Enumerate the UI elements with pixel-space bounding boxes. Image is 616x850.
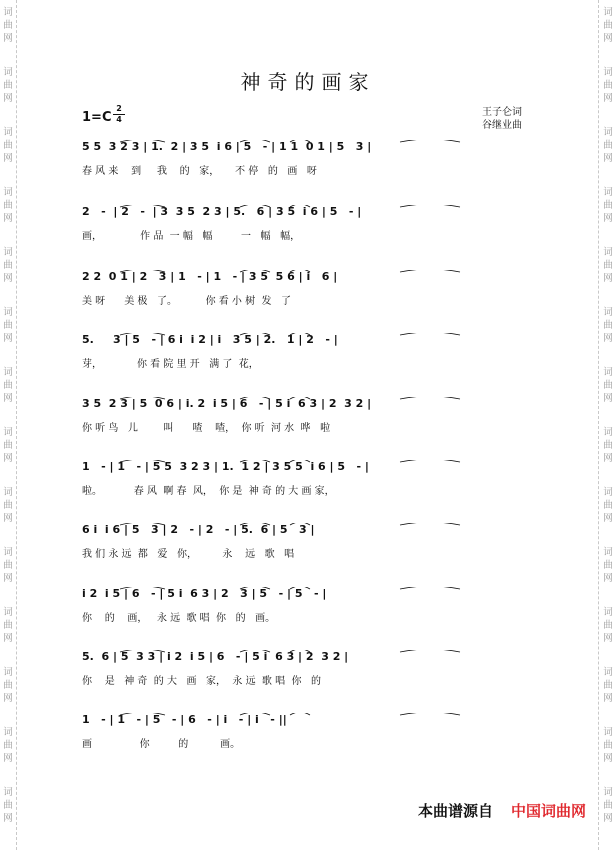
watermark-char: 网: [3, 333, 13, 344]
watermark-char: 词: [603, 727, 613, 738]
watermark-char: 曲: [3, 80, 13, 91]
watermark-char: 网: [603, 333, 613, 344]
watermark-char: 曲: [603, 140, 613, 151]
watermark-char: 曲: [603, 260, 613, 271]
watermark-char: 词: [603, 427, 613, 438]
slur-mark: [400, 523, 460, 525]
slur-mark: [400, 587, 460, 589]
lyrics-line: 芽， 你 看 院 里 开 满 了 花，: [82, 359, 259, 370]
watermark-char: 词: [3, 787, 13, 798]
slur-mark: [400, 270, 460, 272]
watermark-char: 网: [3, 453, 13, 464]
site-name-link[interactable]: 中国词曲网: [510, 802, 586, 820]
watermark-char: 词: [3, 187, 13, 198]
watermark-char: 词: [603, 307, 613, 318]
watermark-char: 网: [603, 33, 613, 44]
watermark-char: 网: [603, 273, 613, 284]
watermark-char: 网: [3, 693, 13, 704]
watermark-char: 词: [603, 787, 613, 798]
watermark-char: 词: [603, 247, 613, 258]
watermark-char: 曲: [3, 680, 13, 691]
watermark-char: 网: [603, 573, 613, 584]
song-title: 神奇的画家: [240, 70, 376, 94]
slur-mark: [400, 205, 460, 207]
watermark-char: 网: [3, 633, 13, 644]
notation-line: 5 5 3 2 3 | 1. 2 | 3 5 i 6 | 5 - | 1 1 0 1 | 5 3 |: [82, 140, 372, 153]
lyrics-line: 你 的 画， 永 远 歌 唱 你 的 画。: [82, 613, 276, 624]
watermark-char: 词: [603, 547, 613, 558]
watermark-char: 曲: [603, 20, 613, 31]
watermark-char: 词: [3, 307, 13, 318]
watermark-char: 曲: [603, 500, 613, 511]
watermark-char: 曲: [603, 560, 613, 571]
slur-mark: [400, 713, 460, 715]
watermark-char: 词: [603, 187, 613, 198]
watermark-char: 词: [603, 67, 613, 78]
watermark-char: 网: [603, 633, 613, 644]
slur-mark: [400, 333, 460, 335]
lyrics-line: 春 风 来 到 我 的 家， 不 停 的 画 呀: [82, 166, 317, 177]
source-label: 本曲谱源自: [417, 802, 493, 820]
watermark-char: 网: [3, 213, 13, 224]
watermark-char: 词: [3, 67, 13, 78]
watermark-char: 曲: [603, 620, 613, 631]
watermark-char: 网: [3, 153, 13, 164]
watermark-char: 词: [603, 667, 613, 678]
watermark-char: 曲: [3, 500, 13, 511]
watermark-char: 网: [603, 813, 613, 824]
watermark-char: 词: [3, 247, 13, 258]
watermark-char: 词: [603, 607, 613, 618]
watermark-char: 词: [603, 127, 613, 138]
watermark-char: 词: [3, 427, 13, 438]
watermark-char: 词: [3, 607, 13, 618]
lyricist-credit: 王子仑词: [482, 107, 522, 118]
lyrics-line: 你 是 神 奇 的 大 画 家， 永 远 歌 唱 你 的: [82, 676, 322, 687]
watermark-char: 曲: [603, 200, 613, 211]
watermark-char: 词: [603, 7, 613, 18]
watermark-char: 曲: [3, 740, 13, 751]
watermark-char: 网: [3, 393, 13, 404]
lyrics-line: 啦。 春 风 啊 春 风， 你 是 神 奇 的 大 画 家，: [82, 486, 335, 497]
watermark-char: 词: [603, 487, 613, 498]
watermark-char: 曲: [3, 800, 13, 811]
slur-mark: [400, 397, 460, 399]
watermark-char: 网: [3, 33, 13, 44]
watermark-char: 网: [603, 513, 613, 524]
watermark-char: 曲: [603, 440, 613, 451]
slur-mark: [400, 650, 460, 652]
notation-line: 2 - | 2 - | 3 3 5 2 3 | 5. 6 | 3 5 i 6 | 5 - |: [82, 205, 362, 218]
time-denominator: 4: [116, 115, 122, 124]
notation-line: 6 i i 6 | 5 3 | 2 - | 2 - | 5. 6 | 5 3 |: [82, 523, 315, 536]
watermark-char: 网: [3, 513, 13, 524]
slur-mark: [400, 140, 460, 142]
notation-line: 5. 3 | 5 - | 6 i i 2 | i 3 5 | 2. 1 | 2 - |: [82, 333, 338, 346]
slur-mark: [400, 460, 460, 462]
watermark-char: 曲: [603, 800, 613, 811]
watermark-char: 网: [603, 753, 613, 764]
watermark-char: 曲: [603, 380, 613, 391]
watermark-char: 曲: [603, 80, 613, 91]
lyrics-line: 你 听 鸟 儿 叫 喳 喳， 你 听 河 水 哗 啦: [82, 423, 331, 434]
watermark-char: 词: [3, 127, 13, 138]
watermark-char: 网: [3, 93, 13, 104]
lyrics-line: 我 们 永 远 都 爱 你， 永 远 歌 唱: [82, 549, 295, 560]
watermark-char: 曲: [3, 320, 13, 331]
lyrics-line: 画 你 的 画。: [82, 739, 241, 750]
watermark-char: 曲: [3, 560, 13, 571]
watermark-char: 词: [3, 727, 13, 738]
time-signature: [113, 104, 125, 125]
notation-line: 5. 6 | 5 3 3 | i 2 i 5 | 6 - | 5 i 6 3 | 2 3 2 |: [82, 650, 349, 663]
watermark-char: 网: [3, 273, 13, 284]
source-footer: [418, 800, 586, 821]
watermark-char: 网: [3, 753, 13, 764]
watermark-char: 曲: [3, 140, 13, 151]
notation-line: 2 2 0 1 | 2 3 | 1 - | 1 - | 3 5 5 6 | i 6 |: [82, 270, 338, 283]
watermark-char: 词: [3, 547, 13, 558]
key-signature: 1=C: [82, 110, 112, 125]
watermark-char: 网: [603, 453, 613, 464]
watermark-char: 网: [3, 573, 13, 584]
watermark-char: 词: [3, 7, 13, 18]
watermark-char: 网: [603, 153, 613, 164]
watermark-char: 曲: [603, 680, 613, 691]
watermark-char: 曲: [3, 440, 13, 451]
watermark-char: 词: [3, 487, 13, 498]
watermark-char: 曲: [3, 260, 13, 271]
watermark-char: 曲: [603, 320, 613, 331]
composer-credit: 谷继业曲: [482, 120, 522, 131]
watermark-char: 曲: [3, 620, 13, 631]
notation-line: 1 - | 1 - | 5 - | 6 - | i - | i - ||: [82, 713, 287, 726]
notation-line: 3 5 2 3 | 5 0 6 | i. 2 i 5 | 6 - | 5 i 6 3 | 2 3 2 |: [82, 397, 372, 410]
watermark-char: 曲: [3, 20, 13, 31]
watermark-char: 曲: [3, 200, 13, 211]
watermark-char: 网: [603, 93, 613, 104]
lyrics-line: 美 呀 美 极 了。 你 看 小 树 发 了: [82, 296, 292, 307]
watermark-char: 网: [603, 693, 613, 704]
watermark-char: 曲: [3, 380, 13, 391]
time-numerator: 2: [113, 104, 125, 115]
watermark-char: 曲: [603, 740, 613, 751]
slur-mark: [290, 713, 310, 715]
watermark-char: 网: [603, 213, 613, 224]
notation-line: 1 - | 1 - | 5 5 3 2 3 | 1. 1 2 | 3 5 5 i 6 | 5 - |: [82, 460, 369, 473]
watermark-char: 词: [603, 367, 613, 378]
lyrics-line: 画， 作 品 一 幅 幅 一 幅 幅，: [82, 231, 301, 242]
watermark-char: 词: [3, 667, 13, 678]
notation-line: i 2 i 5 | 6 - | 5 i 6 3 | 2 3 | 5 - | 5 - |: [82, 587, 327, 600]
watermark-char: 网: [603, 393, 613, 404]
watermark-char: 词: [3, 367, 13, 378]
watermark-char: 网: [3, 813, 13, 824]
